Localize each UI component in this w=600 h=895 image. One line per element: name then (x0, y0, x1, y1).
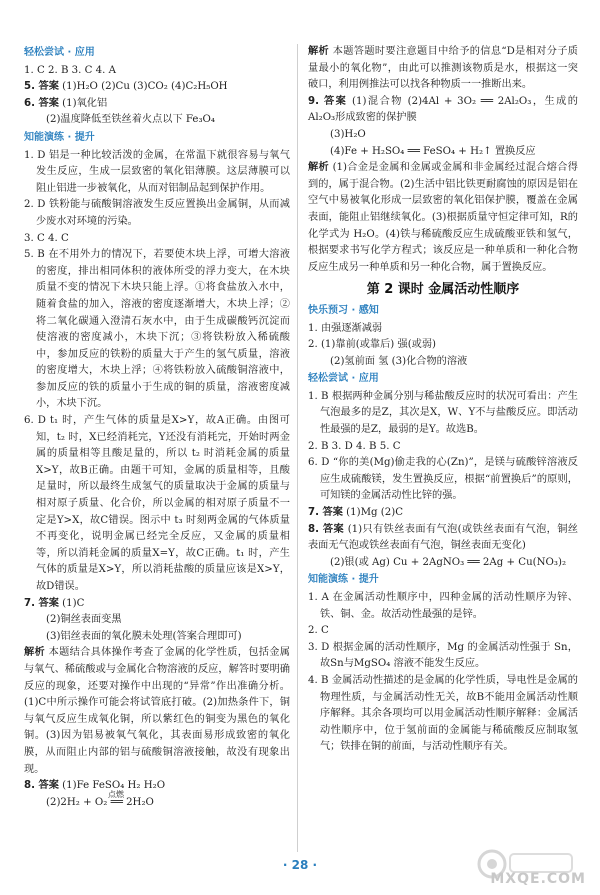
analysis-text: 本题结合具体操作考查了金属的化学性质，包括金属与氧气、稀硫酸或与金属化合物溶液的反应，解答时要明确反应的现象，还要对操作中出现的“异常”作出准确分析。(1)C中所示操作可能会将试管底打破。(2)加热条件下，铜与氧气反应生成氧化铜，所以紫红色的铜变为黑色的氧化铜。(3)因为铝易被氧气氧化，其表面易形成致密的氧化膜，从而阻止内部的铝与硫酸铜溶液接触，故没有现象出现。 (24, 647, 290, 775)
answer-line: 2. C (308, 625, 329, 637)
analysis-label: 解析 (308, 162, 329, 174)
answer-text: (1)只有铁丝表面有气泡(或铁丝表面有气泡，铜丝表面无气泡或铁丝表面有气泡，铜丝表面无变化) (308, 523, 578, 552)
answer-paragraph: 3. D 根据金属的活动性顺序，Mg 的金属活动性强于 Sn，故Sn与MgSO₄ 溶液不能发生反应。 (308, 641, 578, 670)
lesson-title: 第 2 课时 金属活动性顺序 (366, 282, 520, 298)
right-column (308, 44, 578, 756)
answer-line (24, 96, 290, 113)
answer-text: (1)Fe FeSO₄ H₂ H₂O (62, 780, 166, 792)
analysis-label: 解析 (308, 46, 330, 57)
analysis-paragraph (308, 160, 578, 276)
answer-line: (2)银(或 Ag) Cu + 2AgNO₃ ══ 2Ag + Cu(NO₃)₂ (330, 556, 567, 568)
answer-paragraph: 6. D “你的美(Mg)偷走我的心(Zn)”，是镁与硫酸锌溶液反应生成硫酸镁，发生置换反应，根据“前置换后”的原则，可知镁的金属活动性比锌的强。 (308, 457, 578, 502)
analysis-text: (1)合金是金属和金属或金属和非金属经过混合熔合得到的，属于混合物。(2)生活中铝比铁更耐腐蚀的原因是铝在空气中易被氧化形成一层致密的氧化铝保护膜，覆盖在金属表面，能阻止铝继续氧化。(3)根据质量守恒定律可知，R的化学式为 H₂O。(4)铁与稀硫酸反应生成硫酸亚铁和氢气，根据要求书写化学方程式；该反应是一种单质和一种化合物反应生成另一种单质和另一种化合物，属于置换反应。 (308, 162, 578, 273)
answer-paragraph: 1. B 根据两种金属分别与稀盐酸反应时的状况可看出：产生气泡最多的是Z，其次是X，W、Y不与盐酸反应。即活动性最强的是Z，最弱的是Y。故选B。 (308, 390, 578, 436)
answer-line (24, 778, 290, 795)
answer-line: (3)铝丝表面的氧化膜未处理(答案合理即可) (46, 630, 242, 642)
equation-line (24, 789, 290, 812)
answer-line (24, 79, 290, 96)
reaction-condition: 点燃 (108, 789, 124, 799)
answer-line: (2)氢前面 氢 (3)化合物的溶液 (330, 355, 468, 367)
answer-line: (2)铜丝表面变黑 (46, 614, 122, 626)
answer-line (308, 522, 578, 555)
answer-text: (1)氧化铝 (62, 97, 108, 109)
answer-label: 8. 答案 (308, 523, 345, 535)
answer-line: (2)温度降低至铁丝着火点以下 Fe₃O₄ (46, 114, 215, 126)
answer-label: 9. 答案 (308, 95, 348, 107)
answer-label: 5. 答案 (24, 81, 59, 93)
answer-line: 3. C 4. C (24, 232, 69, 244)
answer-line: (3)H₂O (330, 128, 366, 140)
section-header: 知能演练 · 提升 (308, 574, 379, 586)
answer-paragraph: 2. D 铁粉能与硫酸铜溶液发生反应置换出金属铜，从而减少废水对环境的污染。 (24, 199, 290, 227)
watermark-text: MXQE.COM (490, 871, 586, 887)
analysis-paragraph (308, 44, 578, 94)
answer-line: 1. C 2. B 3. C 4. A (24, 64, 116, 76)
answer-label: 7. 答案 (308, 507, 343, 519)
equation-text: (2)2H₂ + O₂ ══ 2H₂O (46, 796, 154, 808)
page-number: · 28 · (282, 858, 318, 872)
answer-line: (4)Fe + H₂SO₄ ══ FeSO₄ + H₂↑ 置换反应 (330, 145, 536, 157)
section-header: 轻松尝试 · 应用 (308, 373, 379, 385)
analysis-text: 本题答题时要注意题目中给予的信息“D是相对分子质量最小的氧化物”，由此可以推测该物质是水，根据这一突破口，利用例推法可以找各种物质一一推断出来。 (308, 46, 578, 91)
analysis-paragraph (24, 645, 290, 778)
answer-label: 8. 答案 (24, 780, 59, 792)
answer-text: (1)Mg (2)C (346, 507, 403, 519)
answer-label: 6. 答案 (24, 97, 59, 109)
answer-paragraph: 5. B 在不用外力的情况下，若要使木块上浮，可增大溶液的密度，排出相同体积的液体所受的浮力变大，在木块质量不变的情况下木块只能上浮。①将食盐放入水中，随着食盐的加入，溶液的密度逐渐增大，木块上浮；②将二氧化碳通入澄清石灰水中，由于生成碳酸钙沉淀而使溶液的密度减小，木块下沉；③将铁粉放入稀硫酸中，参加反应的铁粉的质量大于产生的氢气质量，溶液的密度增大，木块上浮；④将铁粉放入硫酸铜溶液中，参加反应的铁的质量小于生成的铜的质量，溶液密度减小，木块下沉。 (24, 249, 290, 410)
answer-text: (1)混合物 (2)4Al + 3O₂ ══ 2Al₂O₃，生成的Al₂O₃形成致密的保护膜 (308, 95, 578, 124)
analysis-label: 解析 (24, 647, 46, 659)
answer-paragraph: 1. A 在金属活动性顺序中，四种金属的活动性顺序为锌、铁、铜、金。故活动性最强的是锌。 (308, 592, 578, 620)
answer-line: 2. B 3. D 4. B 5. C (308, 440, 401, 452)
answer-line (308, 94, 578, 127)
left-column (24, 44, 290, 811)
answer-line: 2. (1)靠前(或靠后) 强(或弱) (308, 339, 437, 351)
answer-paragraph: 4. B 金属活动性描述的是金属的化学性质，导电性是金属的物理性质，与金属活动性无关，故B不能用金属活动性顺序解释。其余各项均可以用金属活动性顺序解释：金属活动性顺序中，位于氢前面的金属能与稀硫酸反应制取氢气；铁排在铜的前面，与活动性顺序有关。 (308, 674, 578, 753)
answer-paragraph: 1. D 铝是一种比较活泼的金属，在常温下就很容易与氧气发生反应，生成一层致密的氧化铝薄膜。这层薄膜可以阻止铝进一步被氧化，从而对铝制品起到保护作用。 (24, 149, 290, 194)
answer-line (308, 505, 578, 522)
answer-text: (1)C (62, 597, 85, 609)
answer-text: (1)H₂O (2)Cu (3)CO₂ (4)C₂H₅OH (62, 81, 228, 93)
answer-line (24, 596, 290, 613)
answer-line: 1. 由强逐渐减弱 (308, 322, 383, 334)
column-divider (297, 44, 298, 852)
section-header: 快乐预习 · 感知 (308, 304, 379, 316)
answer-paragraph: 6. D t₁ 时，产生气体的质量是X>Y，故A正确。由图可知，t₂ 时，X已经消耗完，Y还没有消耗完，开始时两金属的质量相等且酸足量的，所以 t₂ 时消耗金属的质量X>Y，故B正确。由题干可知，金属的质量相等，且酸足量时，所以最终生成氢气的质量取决于金属的质量与相对原子质量、化合价，所以金属的相对原子质量不一定是Y>X，故C错误。图示中 t₃ 时刻两金属的气体质量不再变化，说明金属已经完全反应，又金属的质量相等，所以消耗金属的质量X=Y，故C正确。t₁ 时，产生气体的质量是X>Y，所以消耗盐酸的质量应该是X>Y，故D错误。 (24, 415, 290, 592)
section-header: 轻松尝试 · 应用 (24, 47, 95, 58)
section-header: 知能演练 · 提升 (24, 131, 95, 143)
answer-label: 7. 答案 (24, 597, 59, 609)
